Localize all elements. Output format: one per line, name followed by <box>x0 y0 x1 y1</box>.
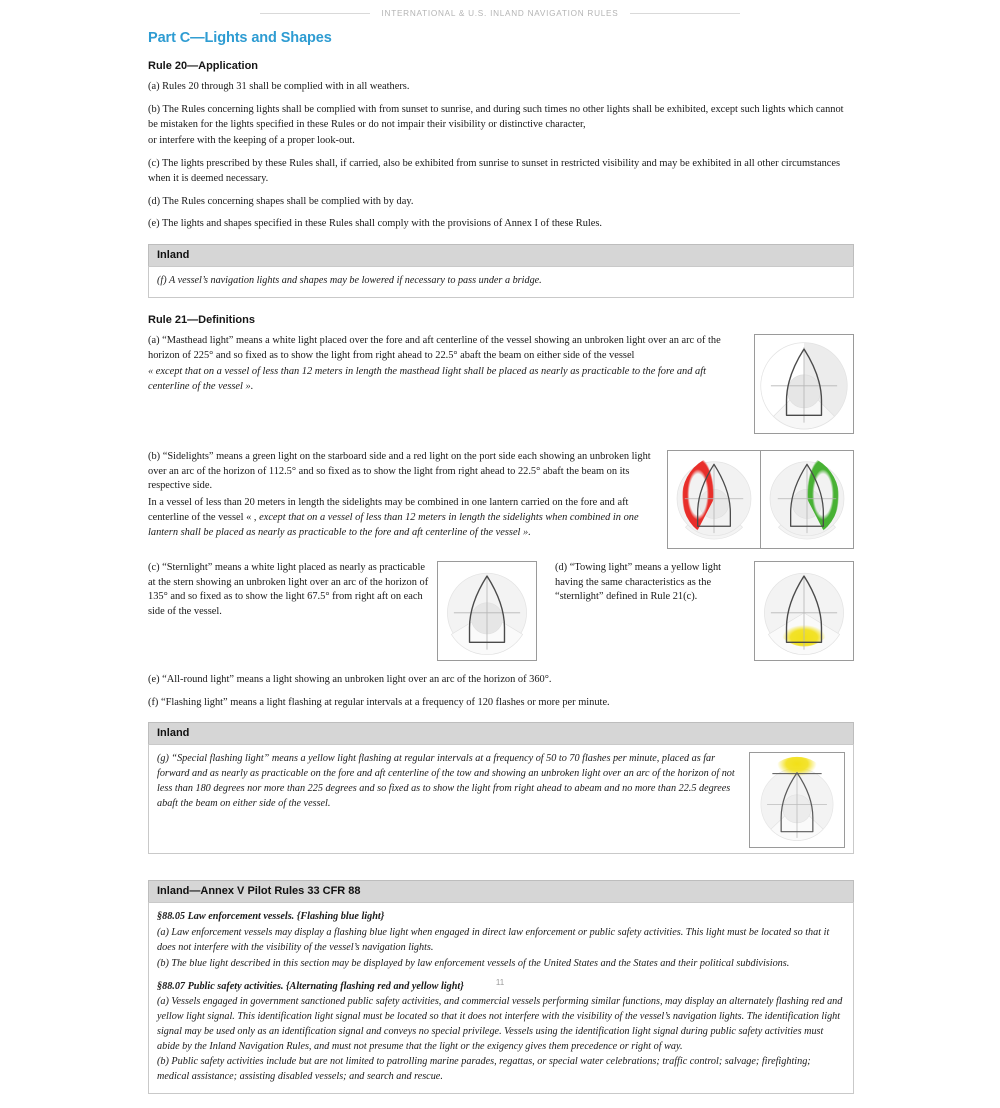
rule-21-a-italic: « except that on a vessel of less than 12 meters in length the masthead light shall be placed as nearly as practicable to the fore and aft centerline of the vessel ». <box>148 366 707 393</box>
rule-21-b-main-1: (b) “Sidelights” means a green light on the starboard side and a red light on the port side each showing an unbroken light over an arc of the horizon of 112.5° and so fixed as to show the light from right ahead to 22.5° abaft the beam on its respective side. <box>148 450 651 492</box>
rule-21-c-text <box>148 561 437 628</box>
rule-21-b-text <box>148 450 667 543</box>
running-head-rule-left <box>260 13 370 14</box>
starboard-sidelight-diagram <box>764 454 850 540</box>
running-head <box>0 0 1000 26</box>
towing-light-frame <box>754 561 854 661</box>
rule-20-para-b: (b) The Rules concerning lights shall be complied with from sunset to sunrise, and during such times no other lights shall be exhibited, except such lights which cannot be mistaken for the lights specified in these Rules or do not impair their visibility or distinctive character, <box>148 103 844 130</box>
rule-21-e-para: (e) “All-round light” means a light showing an unbroken light over an arc of the horizon of 360°. <box>148 673 552 685</box>
rule-20-para-b-cont: or interfere with the keeping of a proper look-out. <box>148 135 355 147</box>
rule-20-para-e: (e) The lights and shapes specified in these Rules shall comply with the provisions of Annex I of these Rules. <box>148 218 603 230</box>
annex-v-section-1-heading: §88.07 Public safety activities. {Alternating flashing red and yellow light} <box>157 980 464 992</box>
towing-light-diagram <box>758 565 850 657</box>
rule-21-a-text <box>148 334 748 395</box>
port-sidelight-diagram <box>671 454 757 540</box>
port-sidelight-cell <box>668 451 760 548</box>
rule-21-d-text <box>537 561 754 613</box>
inland-box-rule-21 <box>148 722 854 854</box>
inland-body-rule-21 <box>148 744 854 854</box>
masthead-light-diagram <box>758 338 850 430</box>
rule-21-a-main: (a) “Masthead light” means a white light placed over the fore and aft centerline of the vessel showing an unbroken light over an arc of the horizon of 225° and so fixed as to show the light from right ahead to 22.5° abaft the beam on either side of the vessel <box>148 334 721 361</box>
special-flashing-light-figure <box>749 752 845 848</box>
rule-21-d-para: (d) “Towing light” means a yellow light having the same characteristics as the “sternlight” defined in Rule 21(c). <box>555 561 722 603</box>
annex-v-section-0-para-b: (b) The blue light described in this section may be displayed by law enforcement vessels of the United States and the States and their political subdivisions. <box>157 957 790 969</box>
rule-21-b-main-2 <box>148 496 659 540</box>
inland-rule-20-para-f: (f) A vessel’s navigation lights and shapes may be lowered if necessary to pass under a bridge. <box>157 275 542 287</box>
annex-v-body <box>148 902 854 1094</box>
rule-21-c-para: (c) “Sternlight” means a white light placed as nearly as practicable at the stern showing an unbroken light over an arc of the horizon of 135° and so fixed as to show the light 67.5° from right aft on each side of the vessel. <box>148 561 429 618</box>
annex-v-bar-label: Inland—Annex V Pilot Rules 33 CFR 88 <box>148 880 854 902</box>
sternlight-figure <box>437 561 537 661</box>
towing-light-figure <box>754 561 854 661</box>
inland-box-rule-20 <box>148 244 854 298</box>
special-flashing-light-diagram <box>753 756 841 844</box>
inland-bar-label-rule-21: Inland <box>148 722 854 744</box>
annex-v-section-0-para-a: (a) Law enforcement vessels may display a flashing blue light when engaged in direct law enforcement or public safety activities. This light must be located so that it does not interfere with the visibility of the vessel’s navigation lights. <box>157 927 830 953</box>
rule-21-f-para: (f) “Flashing light” means a light flashing at regular intervals at a frequency of 120 flashes or more per minute. <box>148 696 610 708</box>
rule-20-para-a: (a) Rules 20 through 31 shall be complied with in all weathers. <box>148 81 410 92</box>
rule-20-para-c: (c) The lights prescribed by these Rules shall, if carried, also be exhibited from sunrise to sunset in restricted visibility and may be exhibited in all other circumstances when it is deemed necessary. <box>148 158 841 184</box>
inland-body-rule-20 <box>148 266 854 298</box>
masthead-light-frame <box>754 334 854 434</box>
sternlight-diagram <box>441 565 533 657</box>
starboard-sidelight-cell <box>760 451 853 548</box>
rule-21-heading: Rule 21—Definitions <box>148 313 255 326</box>
inland-bar-label-rule-20: Inland <box>148 244 854 266</box>
rule-20-heading: Rule 20—Application <box>148 60 259 72</box>
running-head-rule-right <box>630 13 740 14</box>
rule-21-b-italic: except that on a vessel of less than 12 meters in length the sidelights when combined in one lantern shall be placed as nearly as practicable to the fore and aft centerline of the vessel ». <box>148 511 639 538</box>
rule-20-para-d: (d) The Rules concerning shapes shall be complied with by day. <box>148 195 414 207</box>
rule-21-a-block <box>148 334 854 438</box>
annex-v-section-1-para-b: (b) Public safety activities include but are not limited to patrolling marine parades, regattas, or special water celebrations; traffic control; salvage; firefighting; medical assistance; assisting disabled vessels; and search and rescue. <box>157 1056 811 1083</box>
running-head-title: INTERNATIONAL & U.S. INLAND NAVIGATION RULES <box>381 8 619 18</box>
annex-v-box <box>148 880 854 1094</box>
special-flashing-light-frame <box>749 752 845 848</box>
annex-v-section-0-heading: §88.05 Law enforcement vessels. {Flashing blue light} <box>157 911 385 923</box>
rule-21-b-main-2-text: In a vessel of less than 20 meters in length the sidelights may be combined in one lantern carried on the fore and aft centerline of the vessel « , <box>148 497 629 523</box>
page-content <box>148 30 854 1108</box>
page-number: 11 <box>495 978 505 987</box>
masthead-light-figure <box>754 334 854 434</box>
rule-21-cd-block <box>148 561 854 661</box>
part-heading: Part C—Lights and Shapes <box>148 30 332 46</box>
annex-v-section-1-para-a: (a) Vessels engaged in government sanctioned public safety activities, and commercial vessels performing similar functions, may display an alternately flashing red and yellow light signal. This identification light signal must be located so that it does not interfere with the visibility of the vessel’s navigation lights. The identification light signal may be used only as an identification signal and conveys no special privilege. Vessels using the identification light signal during public safety activities must abide by the Inland Navigation Rules, and must not presume that the light or the exigency gives them precedence or right of way. <box>157 996 843 1052</box>
rule-21-b-block <box>148 450 854 549</box>
sternlight-frame <box>437 561 537 661</box>
inland-rule-21-para-g: (g) “Special flashing light” means a yellow light flashing at regular intervals at a frequency of 50 to 70 flashes per minute, placed as far forward and as nearly as practicable on the fore and aft centerline of the tow and showing an unbroken light over an arc of the horizon of not less than 180 degrees nor more than 225 degrees and so fixed as to show the light from right ahead to abeam and no more than 22.5 degrees abaft the beam on either side of the vessel. <box>157 753 735 809</box>
sidelights-figure-pair <box>667 450 854 549</box>
